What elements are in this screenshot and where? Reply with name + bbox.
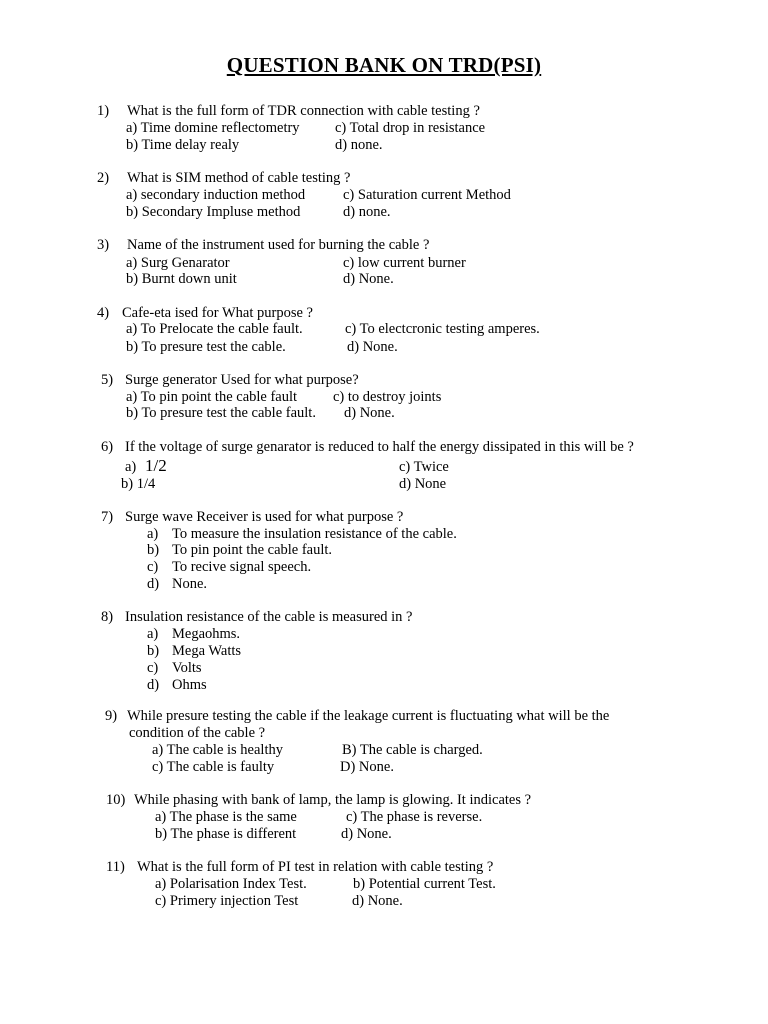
option-d: d) none.: [335, 137, 383, 153]
option-b: B) The cable is charged.: [342, 742, 483, 758]
question-text: Surge generator Used for what purpose?: [125, 372, 359, 388]
question-number: 8): [101, 609, 114, 625]
question-number: 9): [105, 708, 118, 724]
option-c: c) The phase is reverse.: [346, 809, 483, 825]
option-d: d) None.: [347, 339, 398, 355]
option-c: c) Saturation current Method: [343, 187, 511, 203]
option-text: Megaohms.: [172, 626, 241, 642]
option-label: d): [147, 677, 160, 693]
option-b: b) Secondary Impluse method: [126, 204, 301, 220]
option-b: b) The phase is different: [155, 826, 297, 842]
option-c: c) to destroy joints: [333, 389, 442, 405]
option-a: a) secondary induction method: [126, 187, 306, 203]
option-c: c) Primery injection Test: [155, 893, 299, 909]
option-c: c) The cable is faulty: [152, 759, 275, 775]
option-d: d) none.: [343, 204, 391, 220]
question-number: 2): [97, 170, 110, 186]
question-number: 1): [97, 103, 110, 119]
option-d: d) None.: [352, 893, 403, 909]
option-c: c) Total drop in resistance: [335, 120, 486, 136]
question-text: What is the full form of PI test in relation with cable testing ?: [137, 859, 494, 875]
option-text: To recive signal speech.: [172, 559, 312, 575]
option-b: b) Time delay realy: [126, 137, 240, 153]
option-text: Ohms: [172, 677, 207, 693]
option-b: b) Burnt down unit: [126, 271, 237, 287]
option-label: c): [147, 559, 159, 575]
option-a: a) The cable is healthy: [152, 742, 283, 758]
option-label: a): [147, 626, 159, 642]
question-number: 4): [97, 305, 110, 321]
question-text: If the voltage of surge genarator is reduced to half the energy dissipated in this will be ?: [125, 439, 634, 455]
option-text: Volts: [172, 660, 202, 676]
option-a: a) Time domine reflectometry: [126, 120, 300, 136]
option-b: b) Potential current Test.: [353, 876, 496, 892]
option-a: a) Surg Genarator: [126, 255, 230, 271]
question-number: 6): [101, 439, 114, 455]
question-text: Cafe-eta ised for What purpose ?: [122, 305, 313, 321]
option-d: d) None.: [344, 405, 395, 421]
option-a: a) To Prelocate the cable fault.: [126, 321, 303, 337]
option-label: b): [147, 643, 160, 659]
question-number: 5): [101, 372, 114, 388]
option-text: Mega Watts: [172, 643, 242, 659]
question-number: 7): [101, 509, 114, 525]
question-text: Name of the instrument used for burning the cable ?: [127, 237, 430, 253]
page-title: QUESTION BANK ON TRD(PSI): [226, 53, 542, 77]
question-text: While phasing with bank of lamp, the lamp is glowing. It indicates ?: [134, 792, 532, 808]
option-b: b) To presure test the cable.: [126, 339, 286, 355]
option-b: b) 1/4: [121, 476, 156, 492]
option-label: a): [147, 526, 159, 542]
option-text: None.: [172, 576, 208, 592]
question-text: What is SIM method of cable testing ?: [127, 170, 351, 186]
option-a-value: 1/2: [145, 456, 167, 475]
option-label: b): [147, 542, 160, 558]
question-text: While presure testing the cable if the leakage current is fluctuating what will be the: [127, 708, 610, 724]
option-a: a) To pin point the cable fault: [126, 389, 298, 405]
question-number: 10): [106, 792, 126, 808]
question-text: Insulation resistance of the cable is measured in ?: [125, 609, 413, 625]
option-d: d) None.: [341, 826, 392, 842]
option-a: a) The phase is the same: [155, 809, 297, 825]
option-text: To measure the insulation resistance of the cable.: [172, 526, 457, 542]
question-number: 3): [97, 237, 110, 253]
question-text: Surge wave Receiver is used for what purpose ?: [125, 509, 404, 525]
option-label: d): [147, 576, 160, 592]
question-number: 11): [106, 859, 125, 875]
option-b: b) To presure test the cable fault.: [126, 405, 316, 421]
option-d: D) None.: [340, 759, 394, 775]
option-d: d) None.: [343, 271, 394, 287]
option-d: d) None: [399, 476, 447, 492]
option-c: c) To electcronic testing amperes.: [345, 321, 540, 337]
option-text: To pin point the cable fault.: [172, 542, 333, 558]
question-text-continued: condition of the cable ?: [129, 725, 266, 741]
option-c: c) Twice: [399, 459, 449, 475]
option-c: c) low current burner: [343, 255, 466, 271]
option-label: c): [147, 660, 159, 676]
option-a-label: a): [125, 459, 137, 475]
option-a: a) Polarisation Index Test.: [155, 876, 307, 892]
question-text: What is the full form of TDR connection with cable testing ?: [127, 103, 480, 119]
